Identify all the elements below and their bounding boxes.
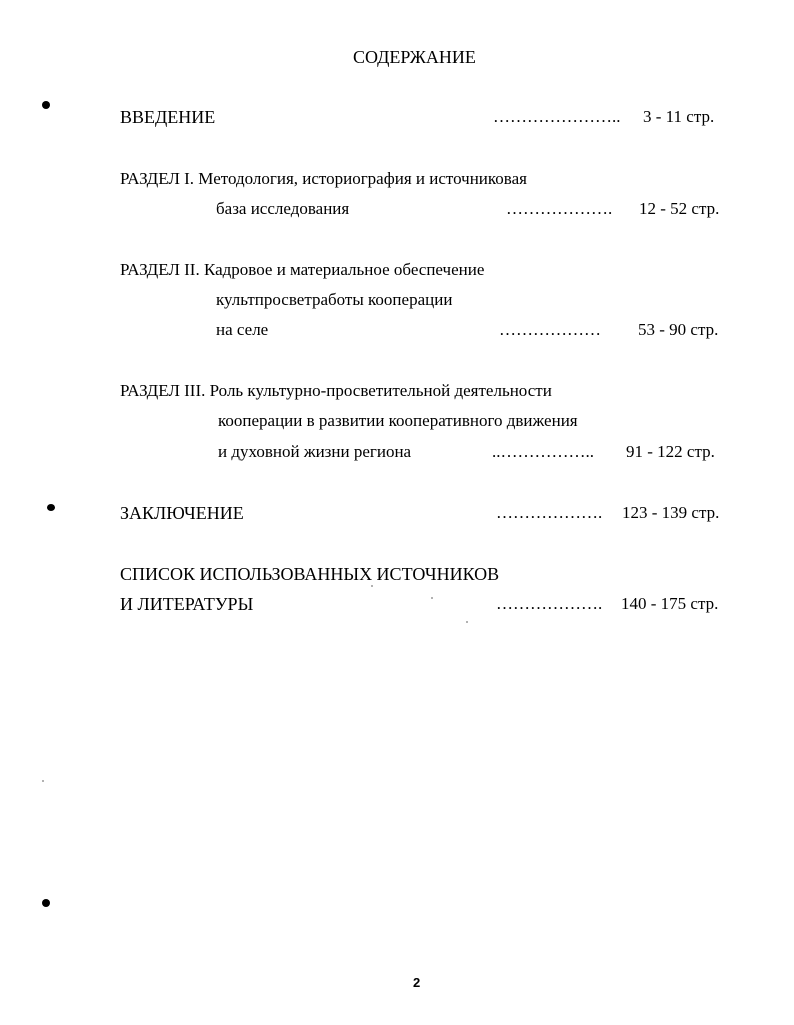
binder-hole-mark: [42, 101, 50, 109]
toc-page-range: 91 - 122 стр.: [626, 442, 715, 461]
toc-entry-line: база исследования: [216, 199, 350, 218]
toc-leader: ..……………..: [492, 442, 594, 461]
toc-page-range: 140 - 175 стр.: [621, 594, 719, 613]
toc-entry-line: СПИСОК ИСПОЛЬЗОВАННЫХ ИСТОЧНИКОВ: [120, 564, 500, 584]
toc-leader: ……………….: [496, 594, 603, 613]
toc-page-range: 123 - 139 стр.: [622, 503, 720, 522]
page-title: СОДЕРЖАНИЕ: [353, 47, 476, 67]
toc-entry-line: на селе: [216, 320, 269, 339]
scan-speck: [42, 780, 44, 782]
scan-speck: [431, 597, 433, 599]
toc-page-range: 12 - 52 стр.: [639, 199, 720, 218]
toc-entry-line: ВВЕДЕНИЕ: [120, 107, 216, 127]
scan-speck: [371, 585, 373, 587]
toc-leader: ………………: [499, 320, 601, 339]
binder-hole-mark: [42, 899, 50, 907]
page-number: 2: [413, 975, 421, 990]
toc-entry-line: РАЗДЕЛ II. Кадровое и материальное обеспечение: [120, 260, 485, 279]
toc-entry-line: кооперации в развитии кооперативного движения: [218, 411, 578, 430]
toc-entry-line: культпросветработы кооперации: [216, 290, 453, 309]
toc-page-range: 3 - 11 стр.: [643, 107, 715, 126]
toc-entry-line: и духовной жизни региона: [218, 442, 412, 461]
toc-leader: ……………….: [506, 199, 613, 218]
scan-speck: [466, 621, 468, 623]
toc-entry-line: И ЛИТЕРАТУРЫ: [120, 594, 254, 614]
toc-leader: …………………..: [493, 107, 621, 126]
toc-entry-line: РАЗДЕЛ III. Роль культурно-просветительной деятельности: [120, 381, 552, 400]
toc-entry-line: ЗАКЛЮЧЕНИЕ: [120, 503, 244, 523]
binder-hole-mark: [47, 504, 55, 511]
toc-entry-line: РАЗДЕЛ I. Методология, историография и источниковая: [120, 169, 527, 188]
toc-page-range: 53 - 90 стр.: [638, 320, 719, 339]
toc-leader: ……………….: [496, 503, 603, 522]
